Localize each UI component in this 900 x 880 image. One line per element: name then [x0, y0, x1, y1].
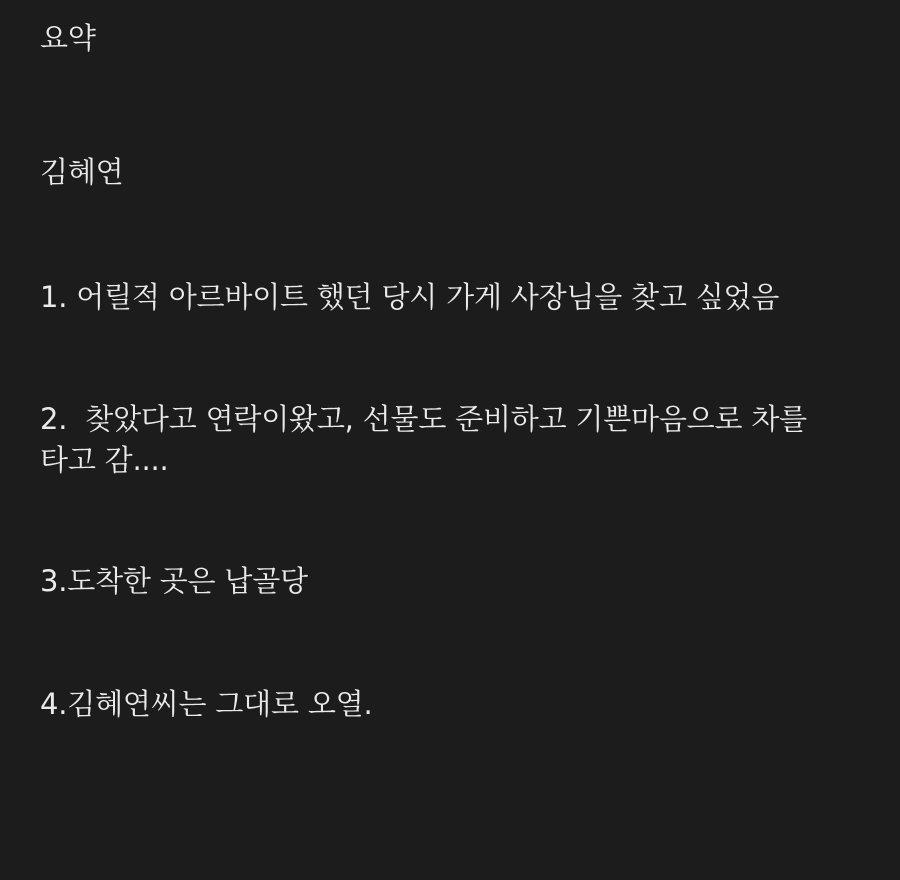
author-name: 김혜연 — [40, 155, 124, 190]
summary-item-1: 1. 어릴적 아르바이트 했던 당시 가게 사장님을 찾고 싶었음 — [40, 280, 780, 315]
page-title: 요약 — [40, 21, 96, 55]
summary-item-2: 2. 찾았다고 연락이왔고, 선물도 준비하고 기쁜마음으로 차를 타고 감.... — [40, 401, 816, 477]
summary-item-3: 3.도착한 곳은 납골당 — [40, 563, 308, 598]
summary-item-4: 4.김혜연씨는 그대로 오열. — [40, 687, 373, 722]
